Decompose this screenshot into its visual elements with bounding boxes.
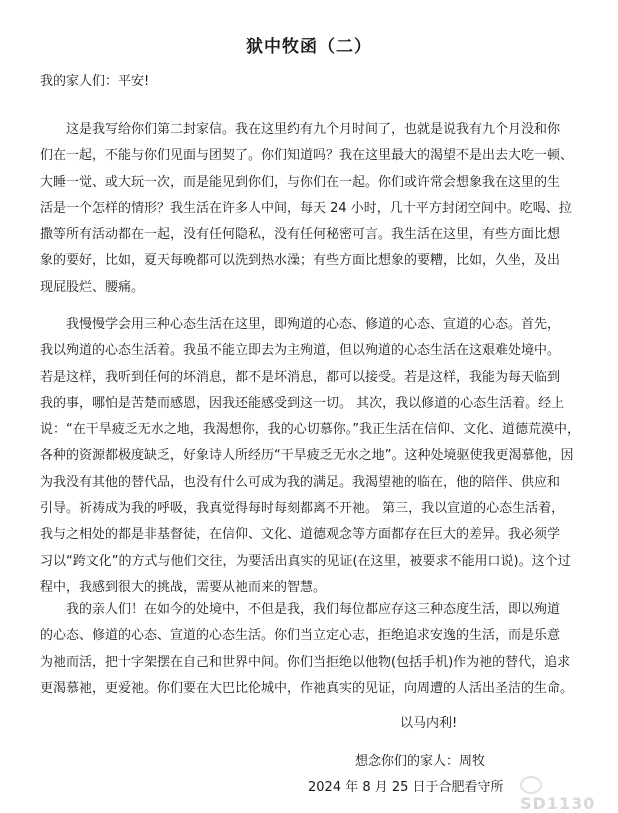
text-line: 为祂而活，把十字架摆在自己和世界中间。你们当拒绝以他物(包括手机)作为祂的替代，追求 <box>40 654 571 670</box>
date-place: 2024 年 8 月 25 日于合肥看守所 <box>308 780 504 795</box>
signature: 想念你们的家人：周牧 <box>355 754 486 769</box>
text-line: 活是一个怎样的情形？我生活在许多人中间，每天 24 小时，几十平方封闭空间中。吃喝、拉 <box>40 200 572 216</box>
letter-title: 狱中牧函（二） <box>246 37 372 57</box>
closing-blessing: 以马内利! <box>400 716 458 731</box>
watermark <box>520 774 618 813</box>
text-line: 这是我写给你们第二封家信。我在这里约有九个月时间了，也就是说我有九个月没和你 <box>66 122 561 137</box>
text-line: 说：“在干旱疲乏无水之地，我渴想你，我的心切慕你。”我正生活在信仰、文化、道德荒漠中， <box>40 422 580 438</box>
text-line: 为我没有其他的替代品，也没有什么可成为我的满足。我渴望祂的临在，他的陪伴、供应和 <box>40 474 561 490</box>
text-line: 我的事，哪怕是苦楚而感恩，因我还能感受到这一切。 其次，我以修道的心态生活着。经上 <box>40 395 565 411</box>
watermark-text: SD1130 <box>520 793 596 813</box>
paragraph-1 <box>40 117 574 301</box>
text-line: 我慢慢学会用三种心态生活在这里，即殉道的心态、修道的心态、宣道的心态。首先， <box>66 317 561 332</box>
paragraph-3 <box>40 597 574 702</box>
text-line: 象的要好，比如，夏天每晚都可以洗到热水澡；有些方面比想象的要糟，比如，久坐，及出 <box>40 253 561 269</box>
text-line: 引导。祈祷成为我的呼吸，我真觉得每时每刻都离不开祂。 第三，我以宣道的心态生活着， <box>40 501 565 517</box>
text-line: 我的亲人们！在如今的处境中，不但是我，我们每位都应存这三种态度生活，即以殉道 <box>66 602 561 617</box>
paragraph-2 <box>40 312 580 601</box>
text-line: 们在一起，不能与你们见面与团契了。你们知道吗？我在这里最大的渴望不是出去大吃一顿、 <box>40 148 574 164</box>
text-line: 我与之相处的都是非基督徒，在信仰、文化、道德观念等方面都存在巨大的差异。我必须学 <box>40 527 561 543</box>
greeting: 我的家人们：平安! <box>40 74 150 89</box>
text-line: 撒等所有活动都在一起，没有任何隐私，没有任何秘密可言。我生活在这里，有些方面比想 <box>40 227 561 243</box>
text-line: 的心态、修道的心态、宣道的心态生活。你们当立定心志，拒绝追求安逸的生活，而是乐意 <box>40 628 561 644</box>
text-line: 程中，我感到很大的挑战，需要从祂而来的智慧。 <box>40 579 327 595</box>
text-line: 各种的资源都极度缺乏，好象诗人所经历“干旱疲乏无水之地”。这种处境驱使我更渴慕他，因 <box>40 448 574 464</box>
text-line: 更渴慕祂，更爱祂。你们要在大巴比伦城中，作祂真实的见证，向周遭的人活出圣洁的生命。 <box>40 680 574 696</box>
text-line: 大睡一觉、或大玩一次，而是能见到你们，与你们在一起。你们或许常会想象我在这里的生 <box>40 174 561 190</box>
weibo-logo-icon <box>520 776 542 794</box>
text-line: 现屁股烂、腰痛。 <box>40 279 145 295</box>
text-line: 若是这样，我听到任何的坏消息，都不是坏消息，都可以接受。若是这样，我能为每天临到 <box>40 369 561 385</box>
text-line: 习以“跨文化”的方式与他们交往，为要活出真实的见证(在这里，被要求不能用口说)。这个过 <box>40 553 571 569</box>
text-line: 我以殉道的心态生活着。我虽不能立即去为主殉道，但以殉道的心态生活在这艰难处境中。 <box>40 343 561 359</box>
